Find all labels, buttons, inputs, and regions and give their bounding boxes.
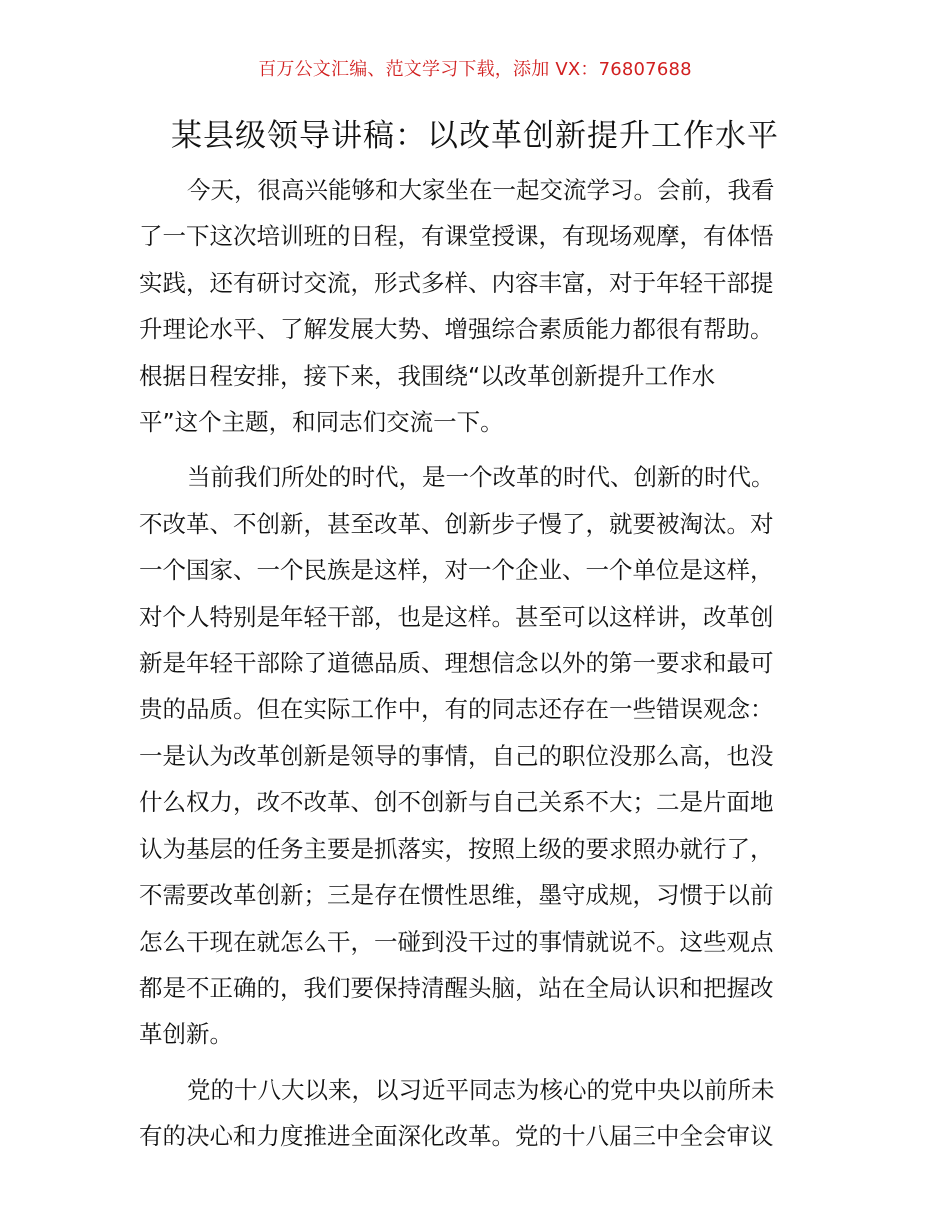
paragraph-line: 一是认为改革创新是领导的事情，自己的职位没那么高，也没 (139, 741, 774, 770)
paragraph-line: 认为基层的任务主要是抓落实，按照上级的要求照办就行了， (139, 834, 774, 863)
paragraph-line: 平”这个主题，和同志们交流一下。 (139, 408, 504, 437)
paragraph-1 (139, 167, 813, 445)
paragraph-line: 根据日程安排，接下来，我围绕“以改革创新提升工作水 (139, 361, 716, 390)
document-title: 某县级领导讲稿：以改革创新提升工作水平 (171, 118, 779, 154)
paragraph-line: 革创新。 (139, 1020, 233, 1049)
paragraph-line: 新是年轻干部除了道德品质、理想信念以外的第一要求和最可 (139, 649, 774, 678)
paragraph-line: 了一下这次培训班的日程，有课堂授课，有现场观摩，有体悟 (139, 222, 774, 251)
paragraph-line: 有的决心和力度推进全面深化改革。党的十八届三中全会审议 (139, 1122, 774, 1151)
paragraph-line: 实践，还有研讨交流，形式多样、内容丰富，对于年轻干部提 (139, 268, 774, 297)
document-body (139, 167, 813, 1169)
paragraph-line: 一个国家、一个民族是这样，对一个企业、一个单位是这样， (139, 556, 774, 585)
paragraph-line: 贵的品质。但在实际工作中，有的同志还存在一些错误观念： (139, 695, 774, 724)
header-watermark: 百万公文汇编、范文学习下载，添加 VX：76807688 (258, 59, 692, 80)
paragraph-line: 党的十八大以来，以习近平同志为核心的党中央以前所未 (187, 1075, 775, 1104)
paragraph-line: 怎么干现在就怎么干，一碰到没干过的事情就说不。这些观点 (139, 927, 774, 956)
paragraph-line: 不需要改革创新；三是存在惯性思维，墨守成规，习惯于以前 (139, 881, 774, 910)
paragraph-3 (139, 1067, 813, 1160)
paragraph-2 (139, 454, 813, 1057)
paragraph-line: 不改革、不创新，甚至改革、创新步子慢了，就要被淘汰。对 (139, 509, 774, 538)
paragraph-line: 对个人特别是年轻干部，也是这样。甚至可以这样讲，改革创 (139, 602, 774, 631)
paragraph-line: 什么权力，改不改革、创不创新与自己关系不大；二是片面地 (139, 788, 774, 817)
paragraph-line: 都是不正确的，我们要保持清醒头脑，站在全局认识和把握改 (139, 973, 774, 1002)
paragraph-line: 今天，很高兴能够和大家坐在一起交流学习。会前，我看 (187, 176, 775, 204)
paragraph-line: 当前我们所处的时代，是一个改革的时代、创新的时代。 (187, 463, 775, 492)
paragraph-line: 升理论水平、了解发展大势、增强综合素质能力都很有帮助。 (139, 315, 774, 344)
